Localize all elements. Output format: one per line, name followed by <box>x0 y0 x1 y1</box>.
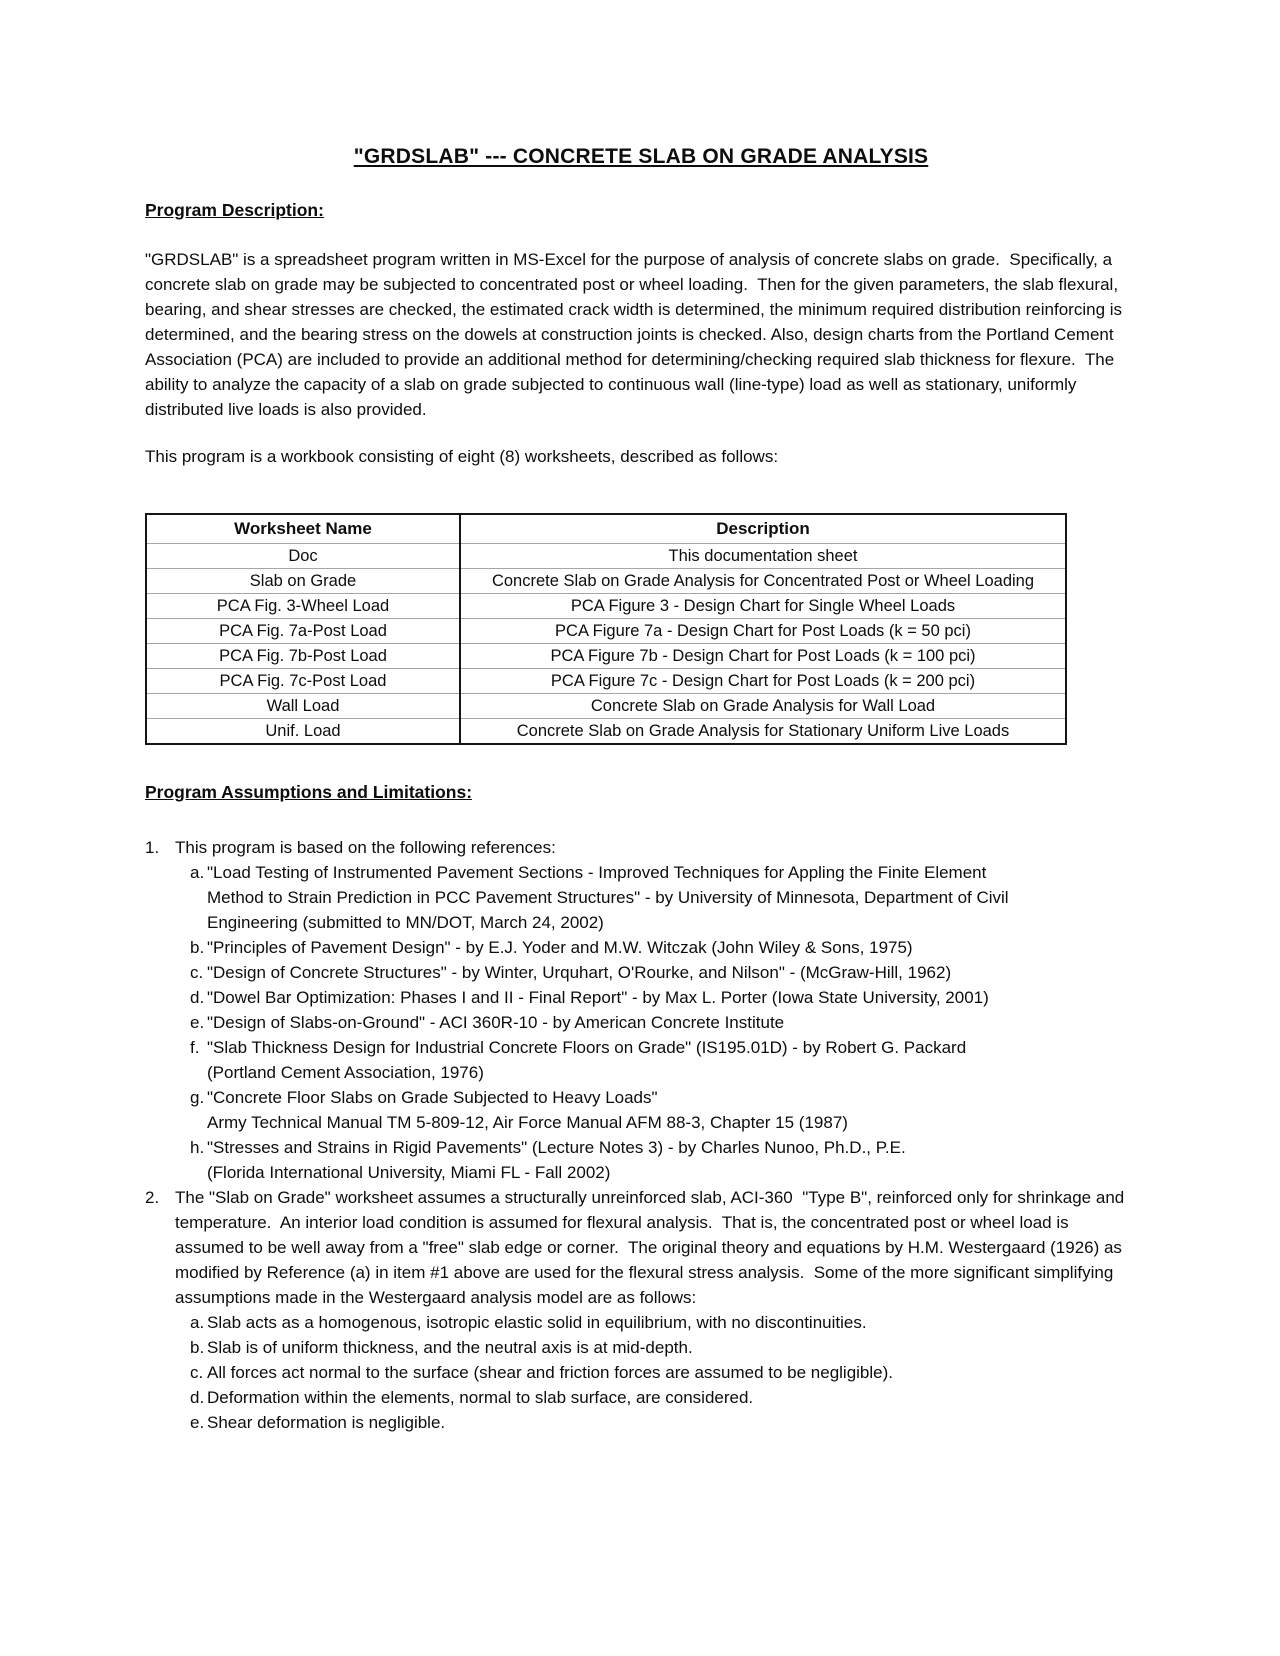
worksheet-name-cell: PCA Fig. 7c-Post Load <box>146 669 460 694</box>
reference-text: "Principles of Pavement Design" - by E.J. Yoder and M.W. Witczak (John Wiley & Sons, 1975) <box>207 938 913 957</box>
reference-text: "Slab Thickness Design for Industrial Concrete Floors on Grade" (IS195.01D) - by Robert G. Packard <box>207 1038 967 1057</box>
reference-letter: b. <box>190 938 205 957</box>
worksheet-name-cell: Wall Load <box>146 694 460 719</box>
reference-letter: d. <box>190 988 205 1007</box>
reference-text: "Load Testing of Instrumented Pavement Sections - Improved Techniques for Appling the Finite Element <box>207 863 987 882</box>
description-cell: PCA Figure 7c - Design Chart for Post Loads (k = 200 pci) <box>460 669 1066 694</box>
assumption-text: Slab acts as a homogenous, isotropic elastic solid in equilibrium, with no discontinuities. <box>207 1313 867 1332</box>
reference-line-e <box>145 1010 1137 1035</box>
reference-line-b <box>145 935 1137 960</box>
reference-line-f <box>145 1035 1137 1060</box>
list-item-2 <box>145 1185 1137 1310</box>
reference-line-a-cont <box>145 910 1137 935</box>
reference-text: "Dowel Bar Optimization: Phases I and II - Final Report" - by Max L. Porter (Iowa State University, 2001) <box>207 988 989 1007</box>
assumption-text: Shear deformation is negligible. <box>207 1413 446 1432</box>
description-cell: This documentation sheet <box>460 544 1066 569</box>
reference-line-a <box>145 860 1137 885</box>
assumption-letter: e. <box>190 1413 205 1432</box>
worksheet-name-cell: PCA Fig. 3-Wheel Load <box>146 594 460 619</box>
table-header-row <box>146 514 1066 544</box>
description-cell: Concrete Slab on Grade Analysis for Concentrated Post or Wheel Loading <box>460 569 1066 594</box>
reference-line-a-cont <box>145 885 1137 910</box>
reference-text: "Stresses and Strains in Rigid Pavements" (Lecture Notes 3) - by Charles Nunoo, Ph.D., P.E. <box>207 1138 906 1157</box>
assumptions-list <box>145 835 1137 1435</box>
worksheet-table <box>145 513 1067 745</box>
program-description-paragraph: "GRDSLAB" is a spreadsheet program written in MS-Excel for the purpose of analysis of concrete slabs on grade. Specifically, a concrete slab on grade may be subjected to concentrated post or wheel loading. Then for the given parameters, the slab flexural, bearing, and shear stresses are checked, the estimated crack width is determined, the minimum required distribution reinforcing is determined, and the bearing stress on the dowels at construction joints is checked. Also, design charts from the Portland Cement Association (PCA) are included to provide an additional method for determining/checking required slab thickness for flexure. The ability to analyze the capacity of a slab on grade subjected to continuous wall (line-type) load as well as stationary, uniformly distributed live loads is also provided. <box>145 250 1127 419</box>
description-cell: PCA Figure 7b - Design Chart for Post Loads (k = 100 pci) <box>460 644 1066 669</box>
reference-letter: f. <box>190 1038 200 1057</box>
worksheet-name-cell: PCA Fig. 7b-Post Load <box>146 644 460 669</box>
assumption-line-b <box>145 1335 1137 1360</box>
assumption-text: All forces act normal to the surface (shear and friction forces are assumed to be negligible). <box>207 1363 894 1382</box>
assumption-line-a <box>145 1310 1137 1335</box>
assumption-letter: c. <box>190 1363 204 1382</box>
column-header-worksheet-name: Worksheet Name <box>146 514 460 544</box>
reference-line-f-cont <box>145 1060 1137 1085</box>
assumption-text: Deformation within the elements, normal to slab surface, are considered. <box>207 1388 754 1407</box>
table-row <box>146 544 1066 569</box>
table-row <box>146 619 1066 644</box>
table-row <box>146 719 1066 745</box>
reference-line-h <box>145 1135 1137 1160</box>
heading-assumptions: Program Assumptions and Limitations: <box>145 782 473 802</box>
assumption-line-d <box>145 1385 1137 1410</box>
page-title: "GRDSLAB" --- CONCRETE SLAB ON GRADE ANALYSIS <box>353 145 929 168</box>
list-item-text: The "Slab on Grade" worksheet assumes a structurally unreinforced slab, ACI-360 "Type B", reinforced only for shrinkage and temperature. An interior load condition is assumed for flexural analysis. That is, the concentrated post or wheel load is assumed to be well away from a "free" slab edge or corner. The original theory and equations by H.M. Westergaard (1926) as modified by Reference (a) in item #1 above are used for the flexural stress analysis. Some of the more significant simplifying assumptions made in the Westergaard analysis model are as follows: <box>175 1188 1129 1307</box>
reference-text: (Portland Cement Association, 1976) <box>207 1063 484 1082</box>
reference-text: "Design of Slabs-on-Ground" - ACI 360R-10 - by American Concrete Institute <box>207 1013 785 1032</box>
reference-letter: e. <box>190 1013 205 1032</box>
reference-text: "Design of Concrete Structures" - by Winter, Urquhart, O'Rourke, and Nilson" - (McGraw-Hill, 1962) <box>207 963 952 982</box>
table-row <box>146 594 1066 619</box>
worksheet-name-cell: PCA Fig. 7a-Post Load <box>146 619 460 644</box>
reference-text: Engineering (submitted to MN/DOT, March 24, 2002) <box>207 913 604 932</box>
assumption-line-c <box>145 1360 1137 1385</box>
reference-line-c <box>145 960 1137 985</box>
worksheet-name-cell: Slab on Grade <box>146 569 460 594</box>
column-header-description: Description <box>460 514 1066 544</box>
reference-line-h-cont <box>145 1160 1137 1185</box>
assumption-letter: b. <box>190 1338 205 1357</box>
list-number: 2. <box>145 1188 160 1207</box>
assumption-line-e <box>145 1410 1137 1435</box>
reference-text: Army Technical Manual TM 5-809-12, Air Force Manual AFM 88-3, Chapter 15 (1987) <box>207 1113 848 1132</box>
worksheet-name-cell: Unif. Load <box>146 719 460 745</box>
description-cell: PCA Figure 3 - Design Chart for Single Wheel Loads <box>460 594 1066 619</box>
heading-program-description: Program Description: <box>145 200 324 220</box>
description-cell: Concrete Slab on Grade Analysis for Stationary Uniform Live Loads <box>460 719 1066 745</box>
table-row <box>146 644 1066 669</box>
reference-letter: a. <box>190 863 205 882</box>
table-row <box>146 569 1066 594</box>
reference-text: "Concrete Floor Slabs on Grade Subjected to Heavy Loads" <box>207 1088 658 1107</box>
workbook-note: This program is a workbook consisting of eight (8) worksheets, described as follows: <box>145 447 779 466</box>
assumption-letter: a. <box>190 1313 205 1332</box>
reference-line-g-cont <box>145 1110 1137 1135</box>
reference-line-g <box>145 1085 1137 1110</box>
list-item-1 <box>145 835 1137 860</box>
reference-line-d <box>145 985 1137 1010</box>
assumption-text: Slab is of uniform thickness, and the neutral axis is at mid-depth. <box>207 1338 693 1357</box>
table-row <box>146 694 1066 719</box>
table-row <box>146 669 1066 694</box>
list-number: 1. <box>145 838 160 857</box>
worksheet-name-cell: Doc <box>146 544 460 569</box>
description-cell: PCA Figure 7a - Design Chart for Post Loads (k = 50 pci) <box>460 619 1066 644</box>
reference-letter: c. <box>190 963 204 982</box>
reference-letter: g. <box>190 1088 205 1107</box>
list-item-text: This program is based on the following references: <box>175 838 556 857</box>
reference-text: (Florida International University, Miami FL - Fall 2002) <box>207 1163 611 1182</box>
assumption-letter: d. <box>190 1388 205 1407</box>
description-cell: Concrete Slab on Grade Analysis for Wall Load <box>460 694 1066 719</box>
reference-text: Method to Strain Prediction in PCC Pavement Structures" - by University of Minnesota, Department of Civil <box>207 888 1009 907</box>
reference-letter: h. <box>190 1138 205 1157</box>
